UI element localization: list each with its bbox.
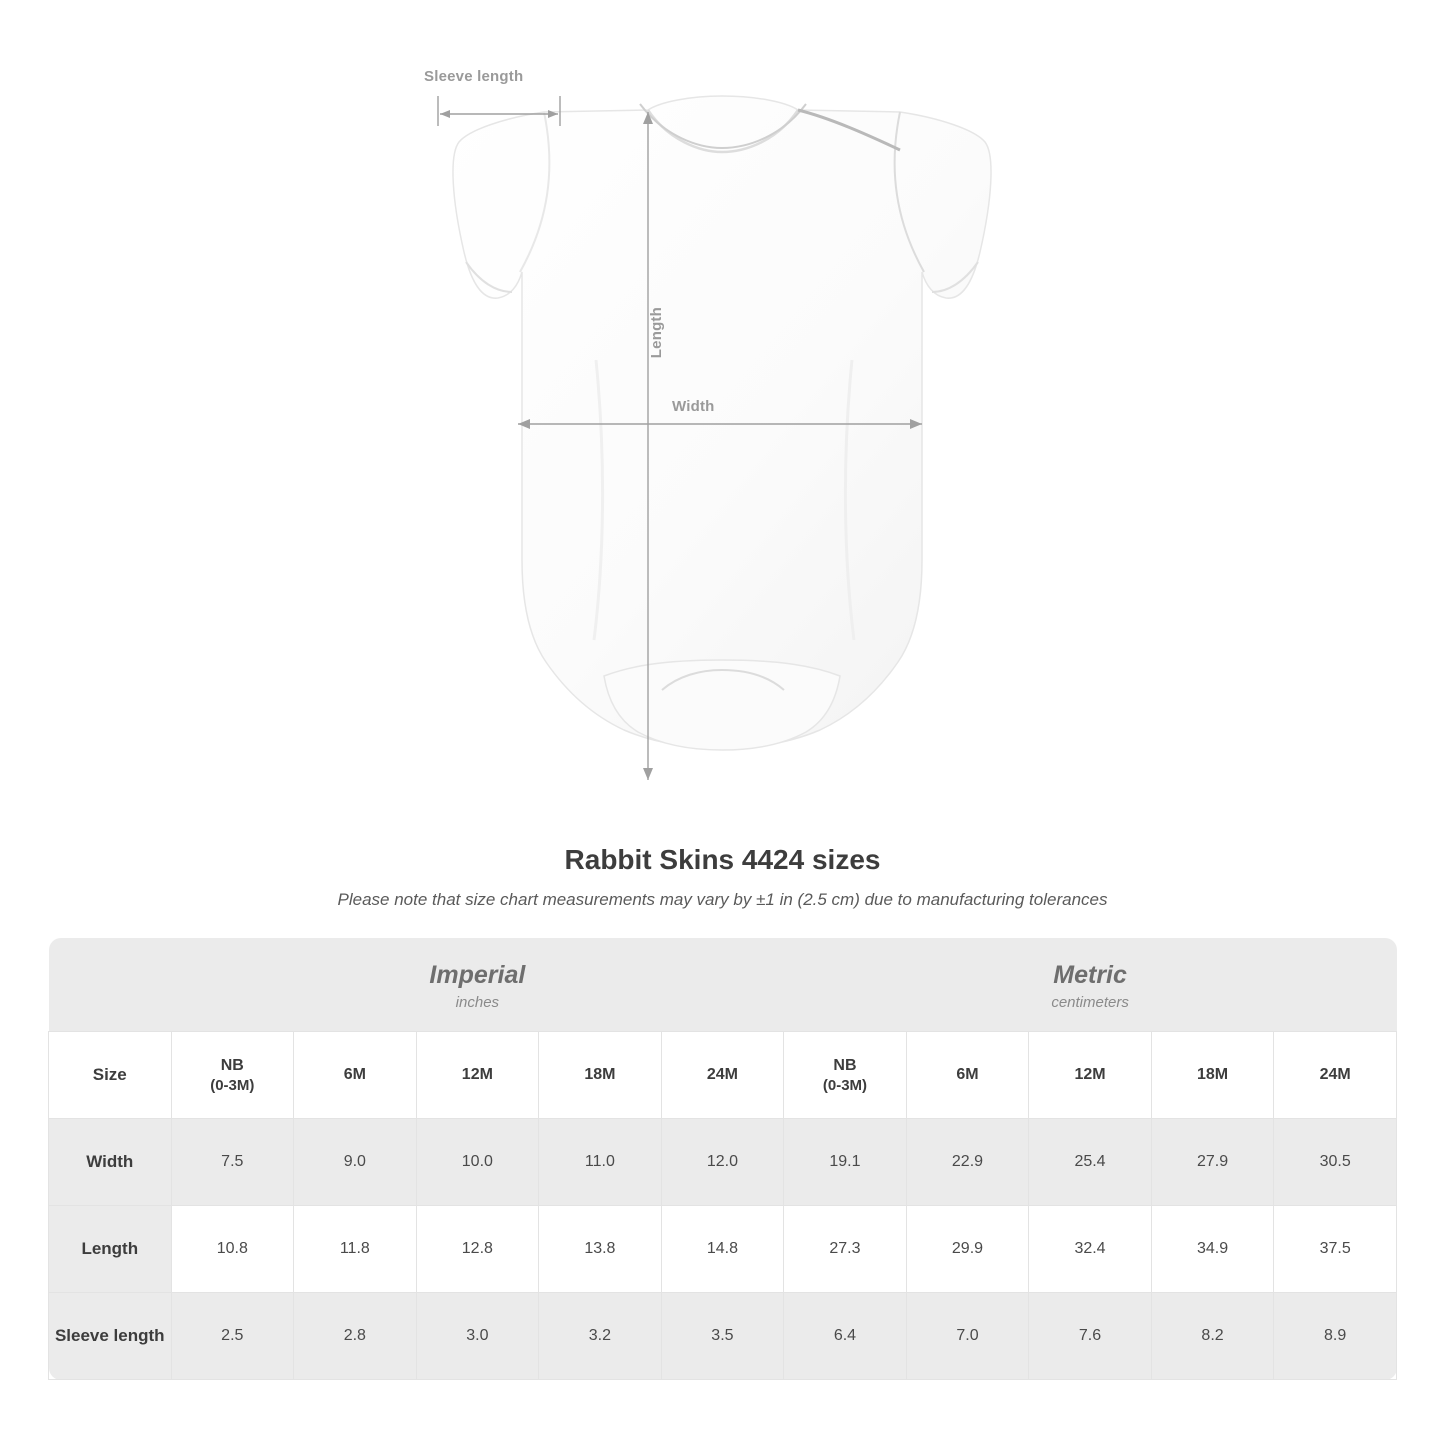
column-header-row: [49, 1032, 1397, 1119]
column-header-nb-cm-sub: (0-3M): [822, 1076, 868, 1094]
cell-length-12m-cm: 32.4: [1029, 1206, 1152, 1293]
size-table-wrapper: [48, 938, 1397, 1380]
tolerance-note: Please note that size chart measurements may vary by ±1 in (2.5 cm) due to manufacturing tolerances: [337, 890, 1108, 909]
unit-group-imperial: [171, 938, 784, 1032]
cell-sleeve-24m-cm: 8.9: [1274, 1293, 1397, 1380]
column-header-6m-cm: 6M: [906, 1032, 1029, 1119]
cell-length-18m-cm: 34.9: [1151, 1206, 1274, 1293]
column-header-24m-in: 24M: [661, 1032, 784, 1119]
cell-length-nb-cm: 27.3: [784, 1206, 907, 1293]
cell-width-nb-cm: 19.1: [784, 1119, 907, 1206]
cell-sleeve-24m-in: 3.5: [661, 1293, 784, 1380]
column-header-nb-cm-label: NB: [833, 1056, 857, 1074]
cell-length-18m-in: 13.8: [539, 1206, 662, 1293]
cell-length-12m-in: 12.8: [416, 1206, 539, 1293]
column-header-12m-in: 12M: [416, 1032, 539, 1119]
column-header-12m-cm: 12M: [1029, 1032, 1152, 1119]
unit-group-metric-name: Metric: [1053, 961, 1127, 989]
sleeve-length-dimension-label: Sleeve length: [424, 68, 524, 85]
title-block: [0, 844, 1445, 910]
column-header-nb-cm: [784, 1032, 907, 1119]
column-header-24m-cm: 24M: [1274, 1032, 1397, 1119]
cell-width-6m-in: 9.0: [294, 1119, 417, 1206]
cell-width-nb-in: 7.5: [171, 1119, 294, 1206]
unit-group-metric-sub: centimeters: [1051, 994, 1129, 1011]
table-row: [49, 1119, 1397, 1206]
unit-group-imperial-name: Imperial: [429, 961, 526, 989]
column-header-18m-cm: 18M: [1151, 1032, 1274, 1119]
cell-sleeve-18m-in: 3.2: [539, 1293, 662, 1380]
cell-sleeve-nb-in: 2.5: [171, 1293, 294, 1380]
cell-sleeve-6m-in: 2.8: [294, 1293, 417, 1380]
cell-length-24m-cm: 37.5: [1274, 1206, 1397, 1293]
cell-sleeve-12m-in: 3.0: [416, 1293, 539, 1380]
cell-sleeve-6m-cm: 7.0: [906, 1293, 1029, 1380]
cell-width-12m-cm: 25.4: [1029, 1119, 1152, 1206]
column-header-nb-in-sub: (0-3M): [210, 1076, 255, 1094]
length-dimension-label: Length: [648, 307, 665, 359]
cell-sleeve-12m-cm: 7.6: [1029, 1293, 1152, 1380]
row-header-length: Length: [49, 1206, 172, 1293]
column-header-6m-in: 6M: [294, 1032, 417, 1119]
cell-width-18m-cm: 27.9: [1151, 1119, 1274, 1206]
cell-length-24m-in: 14.8: [661, 1206, 784, 1293]
column-header-18m-in: 18M: [539, 1032, 662, 1119]
table-row: [49, 1293, 1397, 1380]
row-header-width: Width: [49, 1119, 172, 1206]
cell-width-24m-in: 12.0: [661, 1119, 784, 1206]
unit-group-metric: [784, 938, 1397, 1032]
cell-length-6m-cm: 29.9: [906, 1206, 1029, 1293]
cell-width-12m-in: 10.0: [416, 1119, 539, 1206]
size-chart-table: [48, 938, 1397, 1380]
table-row: [49, 1206, 1397, 1293]
cell-sleeve-18m-cm: 8.2: [1151, 1293, 1274, 1380]
row-header-sleeve-length: Sleeve length: [49, 1293, 172, 1380]
cell-width-18m-in: 11.0: [539, 1119, 662, 1206]
unit-header-row: [49, 938, 1397, 1032]
width-dimension-label: Width: [672, 398, 715, 415]
column-header-nb-in: [171, 1032, 294, 1119]
unit-spacer-cell: [49, 938, 172, 1032]
cell-width-6m-cm: 22.9: [906, 1119, 1029, 1206]
cell-width-24m-cm: 30.5: [1274, 1119, 1397, 1206]
cell-sleeve-nb-cm: 6.4: [784, 1293, 907, 1380]
page-title: Rabbit Skins 4424 sizes: [564, 844, 881, 875]
unit-group-imperial-sub: inches: [455, 994, 500, 1011]
cell-length-nb-in: 10.8: [171, 1206, 294, 1293]
cell-length-6m-in: 11.8: [294, 1206, 417, 1293]
column-header-nb-in-label: NB: [220, 1056, 244, 1074]
row-header-size: Size: [49, 1032, 172, 1119]
